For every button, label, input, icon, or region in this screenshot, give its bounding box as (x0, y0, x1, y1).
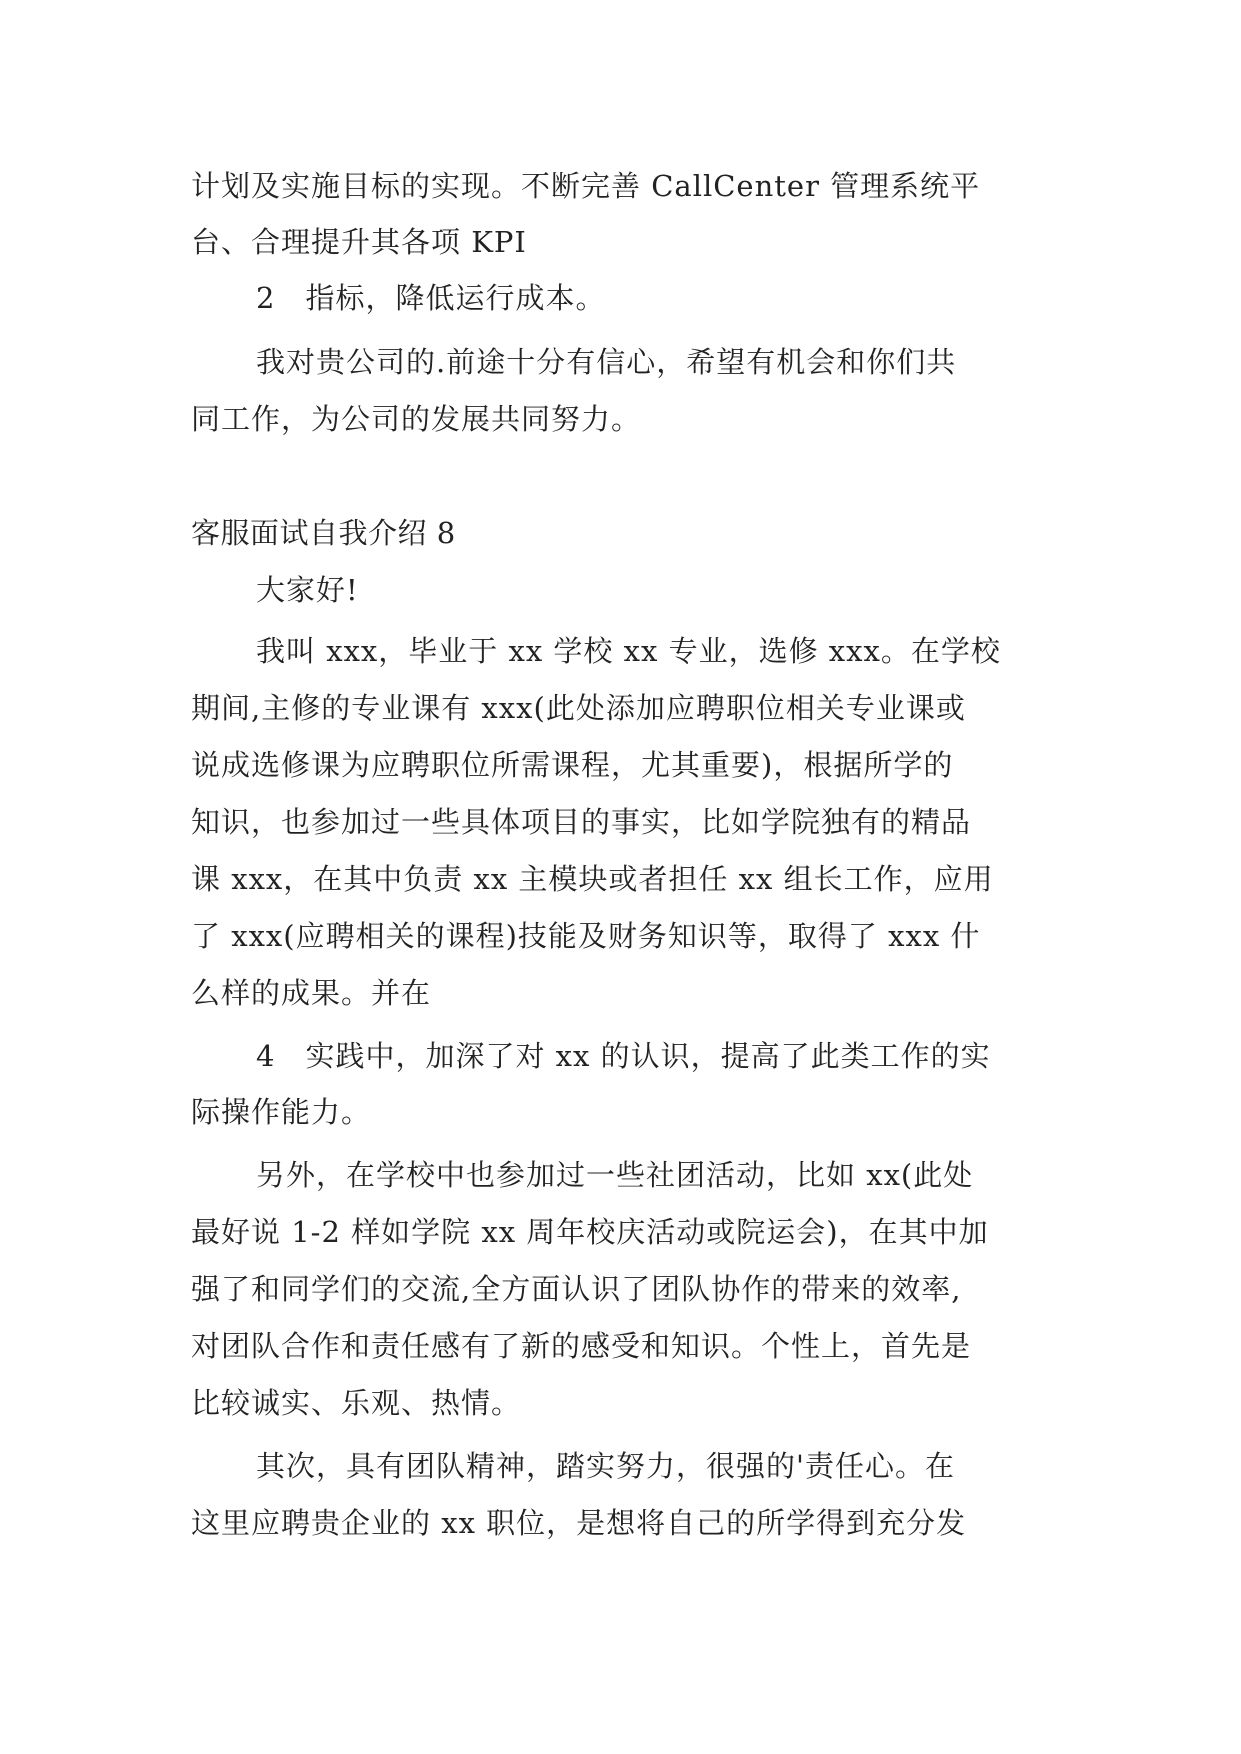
text-line: 另外，在学校中也参加过一些社团活动，比如 xx(此处 (256, 1158, 974, 1192)
text-line: 课 xxx，在其中负责 xx 主模块或者担任 xx 组长工作，应用 (191, 862, 994, 896)
section-heading: 客服面试自我介绍 8 (191, 516, 456, 550)
text-line: 这里应聘贵企业的 xx 职位，是想将自己的所学得到充分发 (191, 1506, 967, 1540)
text-line: 4 实践中，加深了对 xx 的认识，提高了此类工作的实 (256, 1039, 991, 1073)
text-line: 说成选修课为应聘职位所需课程，尤其重要)，根据所学的 (191, 748, 954, 782)
text-line: 2 指标，降低运行成本。 (256, 281, 606, 315)
text-line: 比较诚实、乐观、热情。 (191, 1386, 522, 1420)
text-line: 么样的成果。并在 (191, 976, 432, 1010)
text-line: 知识，也参加过一些具体项目的事实，比如学院独有的精品 (191, 805, 972, 839)
text-line: 我叫 xxx，毕业于 xx 学校 xx 专业，选修 xxx。在学校 (256, 634, 1001, 668)
text-line: 了 xxx(应聘相关的课程)技能及财务知识等，取得了 xxx 什 (191, 919, 981, 953)
text-line: 期间,主修的专业课有 xxx(此处添加应聘职位相关专业课或 (191, 691, 966, 725)
text-line: 最好说 1-2 样如学院 xx 周年校庆活动或院运会)，在其中加 (191, 1215, 989, 1249)
text-line: 计划及实施目标的实现。不断完善 CallCenter 管理系统平 (191, 169, 981, 203)
text-line: 我对贵公司的.前途十分有信心，希望有机会和你们共 (256, 345, 957, 379)
text-line: 同工作，为公司的发展共同努力。 (191, 402, 642, 436)
text-line: 强了和同学们的交流,全方面认识了团队协作的带来的效率, (191, 1272, 962, 1306)
text-line: 其次，具有团队精神，踏实努力，很强的'责任心。在 (256, 1449, 955, 1483)
text-line: 台、合理提升其各项 KPI (191, 225, 527, 259)
text-line: 对团队合作和责任感有了新的感受和知识。个性上，首先是 (191, 1329, 972, 1363)
greeting-line: 大家好! (256, 573, 359, 607)
text-line: 际操作能力。 (191, 1095, 372, 1129)
